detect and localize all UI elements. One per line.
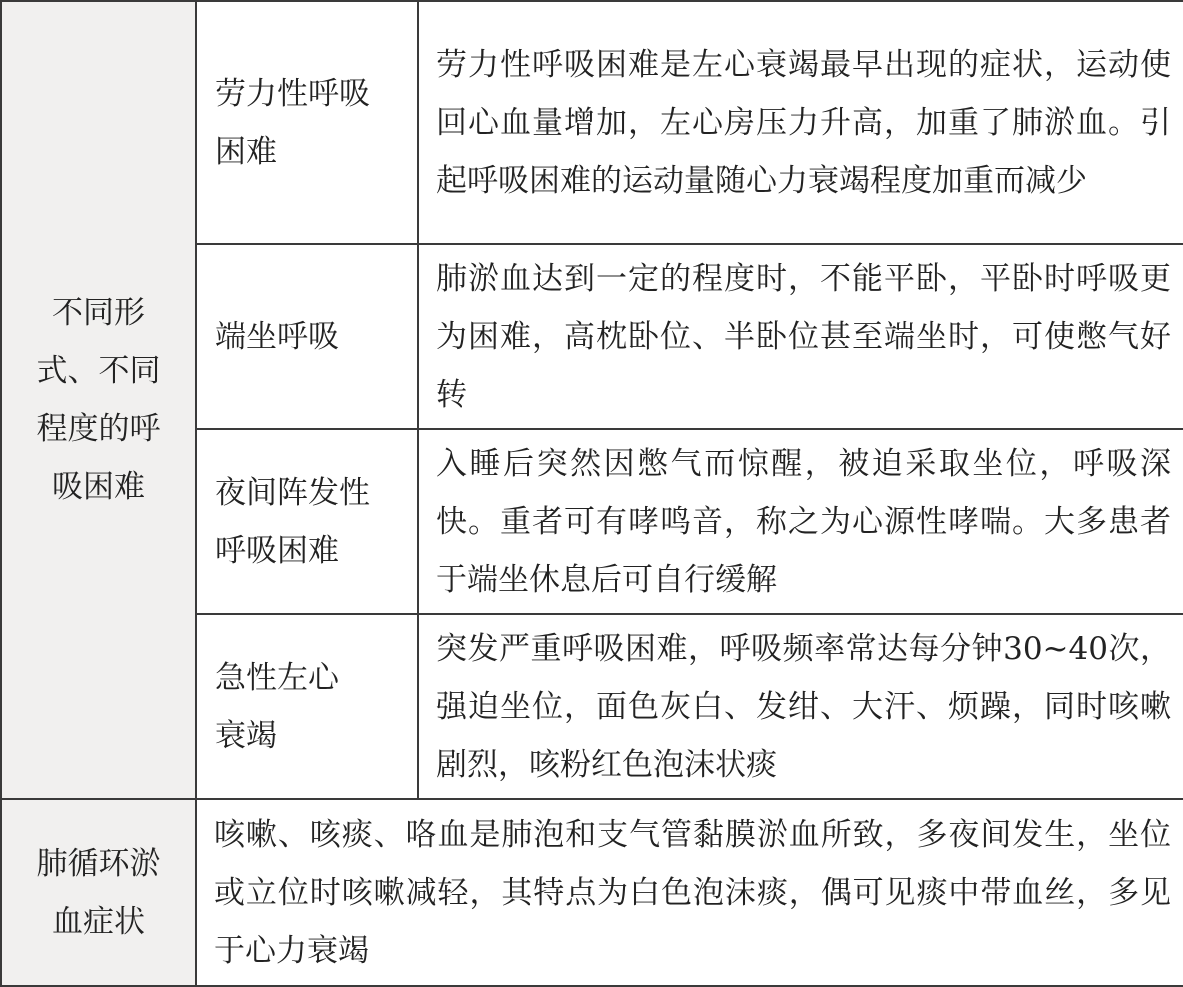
category-label: 不同形式、不同程度的呼吸困难 [36, 295, 161, 505]
symptom-description-cell [196, 799, 1183, 986]
category-label: 肺循环淤血症状 [36, 845, 161, 940]
symptom-description: 肺淤血达到一定的程度时，不能平卧，平卧时呼吸更为困难，高枕卧位、半卧位甚至端坐时，可使憋气好转 [436, 260, 1171, 413]
symptom-name-cell [196, 429, 418, 614]
symptom-description-cell [418, 244, 1183, 429]
table-row [1, 1, 1183, 244]
table-row [1, 799, 1183, 986]
symptom-name: 急性左心衰竭 [215, 659, 339, 754]
symptom-name-cell [196, 244, 418, 429]
symptom-name: 端坐呼吸 [215, 318, 339, 355]
symptom-description-cell [418, 1, 1183, 244]
symptom-description: 入睡后突然因憋气而惊醒，被迫采取坐位，呼吸深快。重者可有哮鸣音，称之为心源性哮喘。大多患者于端坐休息后可自行缓解 [436, 445, 1171, 598]
symptom-description: 咳嗽、咳痰、咯血是肺泡和支气管黏膜淤血所致，多夜间发生，坐位或立位时咳嗽减轻，其特点为白色泡沫痰，偶可见痰中带血丝，多见于心力衰竭 [214, 816, 1171, 969]
symptom-name: 劳力性呼吸困难 [215, 75, 370, 170]
symptom-description: 劳力性呼吸困难是左心衰竭最早出现的症状，运动使回心血量增加，左心房压力升高，加重了肺淤血。引起呼吸困难的运动量随心力衰竭程度加重而减少 [436, 46, 1171, 199]
symptom-description-cell [418, 614, 1183, 799]
symptom-description: 突发严重呼吸困难，呼吸频率常达每分钟30~40次，强迫坐位，面色灰白、发绀、大汗、烦躁，同时咳嗽剧烈，咳粉红色泡沫状痰 [436, 630, 1171, 783]
symptom-description-cell [418, 429, 1183, 614]
category-cell [1, 1, 196, 799]
category-cell [1, 799, 196, 986]
symptom-name-cell [196, 614, 418, 799]
symptom-name-cell [196, 1, 418, 244]
symptom-name: 夜间阵发性呼吸困难 [215, 474, 370, 569]
